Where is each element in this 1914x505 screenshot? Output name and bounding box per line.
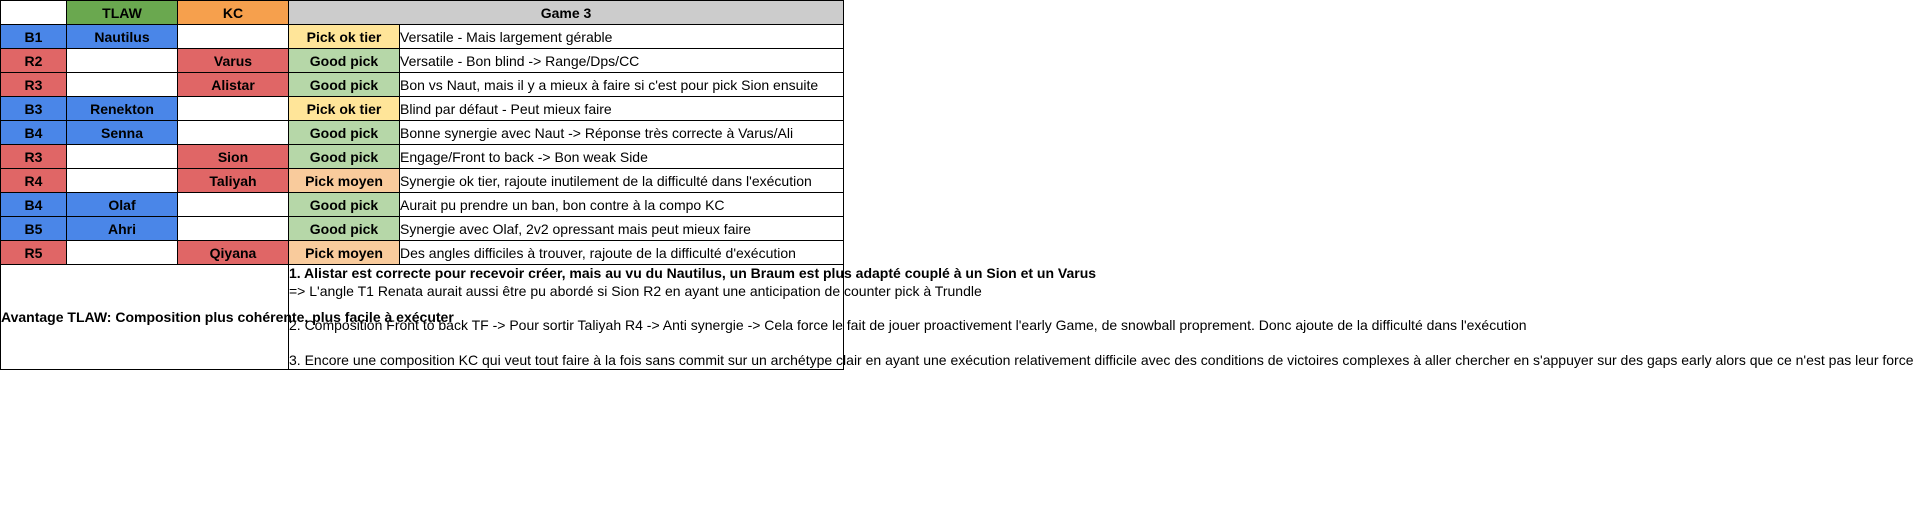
tlaw-pick-cell[interactable]: Senna <box>67 121 178 145</box>
tlaw-pick-cell[interactable] <box>67 73 178 97</box>
pick-comment-cell[interactable]: Aurait pu prendre un ban, bon contre à la compo KC <box>400 193 844 217</box>
pick-order-cell[interactable]: B1 <box>1 25 67 49</box>
kc-pick-cell[interactable] <box>178 121 289 145</box>
pick-rating-cell[interactable]: Pick ok tier <box>289 97 400 121</box>
tlaw-pick-cell[interactable]: Renekton <box>67 97 178 121</box>
kc-pick-cell[interactable] <box>178 25 289 49</box>
draft-row <box>1 25 844 49</box>
analysis-row <box>1 265 844 370</box>
tlaw-pick-cell[interactable]: Ahri <box>67 217 178 241</box>
kc-pick-cell[interactable] <box>178 217 289 241</box>
pick-order-cell[interactable]: R4 <box>1 169 67 193</box>
draft-row <box>1 193 844 217</box>
pick-comment-cell[interactable]: Bon vs Naut, mais il y a mieux à faire si c'est pour pick Sion ensuite <box>400 73 844 97</box>
pick-order-cell[interactable]: R3 <box>1 145 67 169</box>
pick-rating-cell[interactable]: Pick moyen <box>289 241 400 265</box>
header-row <box>1 1 844 25</box>
pick-comment-cell[interactable]: Synergie ok tier, rajoute inutilement de la difficulté dans l'exécution <box>400 169 844 193</box>
kc-pick-cell[interactable] <box>178 97 289 121</box>
pick-comment-cell[interactable]: Versatile - Bon blind -> Range/Dps/CC <box>400 49 844 73</box>
draft-row <box>1 121 844 145</box>
pick-comment-cell[interactable]: Des angles difficiles à trouver, rajoute de la difficulté d'exécution <box>400 241 844 265</box>
tlaw-pick-cell[interactable]: Nautilus <box>67 25 178 49</box>
header-tlaw[interactable]: TLAW <box>67 1 178 25</box>
header-kc[interactable]: KC <box>178 1 289 25</box>
pick-order-cell[interactable]: R3 <box>1 73 67 97</box>
tlaw-pick-cell[interactable] <box>67 169 178 193</box>
pick-rating-cell[interactable]: Good pick <box>289 121 400 145</box>
pick-rating-cell[interactable]: Pick moyen <box>289 169 400 193</box>
draft-row <box>1 169 844 193</box>
header-corner-cell[interactable] <box>1 1 67 25</box>
analysis-point-1-title: 1. Alistar est correcte pour recevoir créer, mais au vu du Nautilus, un Braum est plus adapté couplé à un Sion et un Varus <box>289 265 1097 281</box>
kc-pick-cell[interactable]: Varus <box>178 49 289 73</box>
analysis-point-2: 2. Composition Front to back TF -> Pour sortir Taliyah R4 -> Anti synergie -> Cela force le fait de jouer proactivement l'early Game, de snowball proprement. Donc ajoute de la difficulté dans l'exécution <box>289 317 1527 333</box>
tlaw-pick-cell[interactable]: Olaf <box>67 193 178 217</box>
pick-rating-cell[interactable]: Good pick <box>289 145 400 169</box>
pick-order-cell[interactable]: B4 <box>1 193 67 217</box>
draft-row <box>1 241 844 265</box>
pick-rating-cell[interactable]: Good pick <box>289 49 400 73</box>
tlaw-pick-cell[interactable] <box>67 145 178 169</box>
kc-pick-cell[interactable]: Sion <box>178 145 289 169</box>
pick-comment-cell[interactable]: Bonne synergie avec Naut -> Réponse très correcte à Varus/Ali <box>400 121 844 145</box>
draft-row <box>1 217 844 241</box>
draft-row <box>1 49 844 73</box>
pick-rating-cell[interactable]: Good pick <box>289 73 400 97</box>
analysis-point-3: 3. Encore une composition KC qui veut tout faire à la fois sans commit sur un archétype clair en ayant une exécution relativement difficile avec des conditions de victoires complexes à aller chercher en s'appuyer sur des gaps early alors que ce n'est pas leur force <box>289 351 1914 368</box>
pick-comment-cell[interactable]: Blind par défaut - Peut mieux faire <box>400 97 844 121</box>
draft-row <box>1 97 844 121</box>
pick-order-cell[interactable]: B4 <box>1 121 67 145</box>
kc-pick-cell[interactable]: Alistar <box>178 73 289 97</box>
draft-row <box>1 73 844 97</box>
tlaw-pick-cell[interactable] <box>67 241 178 265</box>
kc-pick-cell[interactable] <box>178 193 289 217</box>
analysis-spacer <box>289 335 843 352</box>
kc-pick-cell[interactable]: Taliyah <box>178 169 289 193</box>
pick-order-cell[interactable]: B3 <box>1 97 67 121</box>
pick-rating-cell[interactable]: Good pick <box>289 193 400 217</box>
analysis-cell[interactable] <box>289 265 1914 370</box>
header-game[interactable]: Game 3 <box>289 1 844 25</box>
kc-pick-cell[interactable]: Qiyana <box>178 241 289 265</box>
pick-order-cell[interactable]: R5 <box>1 241 67 265</box>
pick-order-cell[interactable]: R2 <box>1 49 67 73</box>
pick-comment-cell[interactable]: Synergie avec Olaf, 2v2 opressant mais peut mieux faire <box>400 217 844 241</box>
pick-rating-cell[interactable]: Pick ok tier <box>289 25 400 49</box>
pick-comment-cell[interactable]: Versatile - Mais largement gérable <box>400 25 844 49</box>
pick-rating-cell[interactable]: Good pick <box>289 217 400 241</box>
tlaw-pick-cell[interactable] <box>67 49 178 73</box>
summary-cell[interactable]: Avantage TLAW: Composition plus cohérente, plus facile à exécuter <box>1 265 289 370</box>
pick-order-cell[interactable]: B5 <box>1 217 67 241</box>
draft-row <box>1 145 844 169</box>
analysis-point-1-detail: => L'angle T1 Renata aurait aussi être pu abordé si Sion R2 en ayant une anticipation de counter pick à Trundle <box>289 282 982 299</box>
pick-comment-cell[interactable]: Engage/Front to back -> Bon weak Side <box>400 145 844 169</box>
